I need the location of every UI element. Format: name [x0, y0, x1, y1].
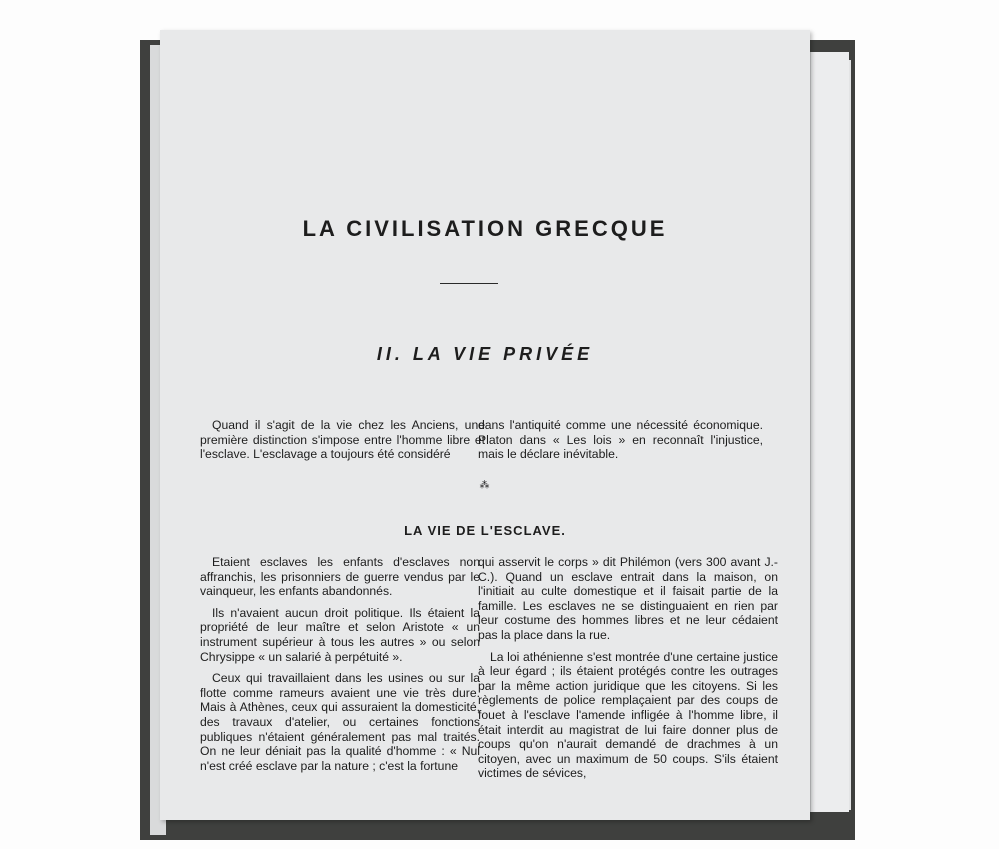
section-heading: LA VIE DE L'ESCLAVE.	[404, 523, 566, 538]
title-divider	[440, 283, 498, 284]
chapter-subtitle: II. LA VIE PRIVÉE	[376, 344, 594, 364]
document-page	[160, 30, 810, 820]
intro-paragraph: Quand il s'agit de la vie chez les Anciens, une première distinction s'impose entre l'homme libre et l'esclave. L'esclavage a toujours été considéré	[200, 418, 485, 462]
body-right-column	[478, 555, 778, 788]
body-paragraph-continued: qui asservit le corps » dit Philémon (vers 300 avant J.-C.). Quand un esclave entrait dans la maison, on l'initiait au culte domestique et il faisait partie de la famille. Les esclaves ne se distinguaient en rien par leur costume des hommes libres et ne leur cédaient pas la place dans la rue.	[478, 555, 778, 642]
page-title: LA CIVILISATION GRECQUE	[302, 216, 668, 241]
underlying-page-edge	[810, 52, 849, 812]
asterism-separator: ⁂	[479, 480, 491, 491]
body-left-column	[200, 555, 480, 780]
intro-paragraph-continued: dans l'antiquité comme une nécessité économique. Platon dans « Les lois » en reconnaît l'injustice, mais le déclare inévitable.	[478, 418, 763, 462]
intro-right-column	[478, 418, 763, 469]
body-paragraph: Etaient esclaves les enfants d'esclaves non affranchis, les prisonniers de guerre vendus par le vainqueur, les enfants abandonnés.	[200, 555, 480, 599]
intro-left-column	[200, 418, 485, 469]
body-paragraph: Ceux qui travaillaient dans les usines ou sur la flotte comme rameurs avaient une vie très dure. Mais à Athènes, ceux qui assuraient la domesticité, des travaux d'atelier, ou certaines fonctions publiques n'étaient généralement pas mal traités. On ne leur déniait pas la qualité d'homme : « Nul n'est créé esclave par la nature ; c'est la fortune	[200, 671, 480, 773]
body-paragraph: La loi athénienne s'est montrée d'une certaine justice à leur égard ; ils étaient protégés contre les outrages par la même action juridique que les citoyens. Si les règlements de police remplaçaient par des coups de fouet à l'esclave l'amende infligée à l'homme libre, il était interdit au magistrat de lui faire donner plus de coups qu'on n'aurait demandé de drachmes à un citoyen, avec un maximum de 50 coups. S'ils étaient victimes de sévices,	[478, 649, 778, 781]
body-paragraph: Ils n'avaient aucun droit politique. Ils étaient la propriété de leur maître et selon Aristote « un instrument supérieur à tous les autres » ou selon Chrysippe « un salarié à perpétuité ».	[200, 605, 480, 664]
